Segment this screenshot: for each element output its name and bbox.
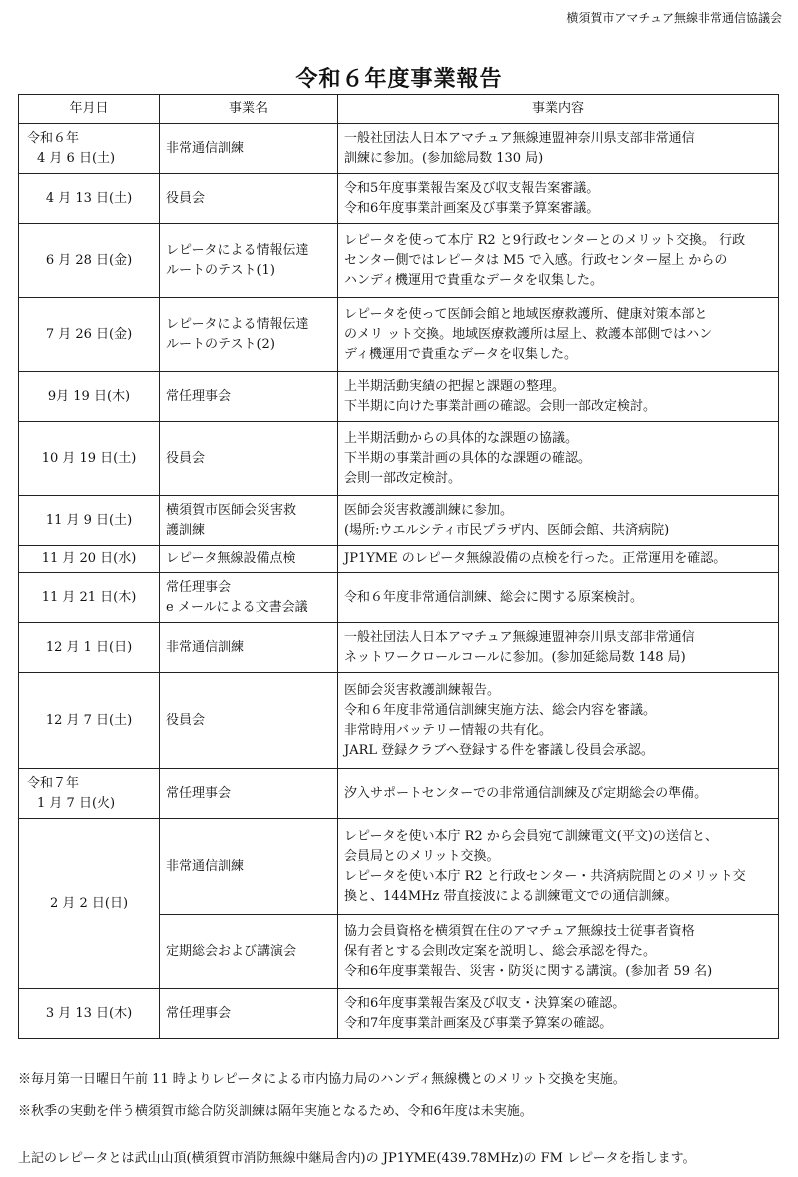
content-line: レピータを使って本庁 R2 と9行政センターとのメリット交換。 行政 — [344, 232, 746, 248]
name-cell — [160, 298, 338, 372]
date-cell — [19, 174, 160, 224]
name-cell — [160, 673, 338, 769]
date-year: 令和７年 — [27, 775, 80, 791]
note-repeater-schedule: ※毎月第一日曜日午前 11 時よりレピータによる市内協力局のハンディ無線機とのメリット交換を実施。 — [18, 1072, 626, 1087]
content-line: 一般社団法人日本アマチュア無線連盟神奈川県支部非常通信 — [344, 629, 695, 645]
content-cell — [338, 819, 779, 915]
content-line: 汐入サポートセンターでの非常通信訓練及び定期総会の準備。 — [344, 785, 708, 801]
content-line: 令和6年度事業報告案及び収支・決算案の確認。 — [344, 995, 626, 1011]
date-day: 2 月 2 日(日) — [49, 895, 129, 911]
table-row — [19, 372, 779, 422]
content-cell — [338, 673, 779, 769]
date-cell — [19, 496, 160, 546]
content-line: 上半期活動実績の把握と課題の整理。 — [344, 378, 566, 394]
content-line: 一般社団法人日本アマチュア無線連盟神奈川県支部非常通信 — [344, 130, 695, 146]
event-name: 非常通信訓練 — [166, 639, 245, 655]
content-cell — [338, 124, 779, 174]
event-name: ルートのテスト(2) — [166, 336, 275, 352]
content-line: 保有者とする会則改定案を説明し、総会承認を得た。 — [344, 943, 657, 959]
content-line: 令和5年度事業報告案及び収支報告案審議。 — [344, 180, 600, 196]
name-cell — [160, 573, 338, 623]
name-cell — [160, 422, 338, 496]
content-cell — [338, 989, 779, 1039]
date-day: 1 月 7 日(火) — [37, 795, 116, 811]
date-day: 10 月 19 日(土) — [41, 450, 137, 466]
content-line: ディ機運用で貴重なデータを収集した。 — [344, 346, 577, 362]
name-cell — [160, 124, 338, 174]
date-cell — [19, 372, 160, 422]
report-table — [18, 94, 779, 1039]
event-name: 役員会 — [166, 712, 206, 728]
name-cell — [160, 546, 338, 573]
content-line: 令和7年度事業計画案及び事業予算案の確認。 — [344, 1015, 613, 1031]
content-line: 協力会員資格を横須賀在住のアマチュア無線技士従事者資格 — [344, 923, 695, 939]
content-cell — [338, 496, 779, 546]
table-row — [19, 989, 779, 1039]
date-cell — [19, 298, 160, 372]
event-name: 定期総会および講演会 — [166, 943, 297, 959]
content-line: 訓練に参加。(参加総局数 130 局) — [344, 150, 544, 166]
content-line: 令和６年度非常通信訓練実施方法、総会内容を審議。 — [344, 702, 657, 718]
table-row — [19, 298, 779, 372]
date-day: 11 月 9 日(土) — [45, 512, 133, 528]
content-line: 下半期に向けた事業計画の確認。会則一部改定検討。 — [344, 398, 657, 414]
event-name: ルートのテスト(1) — [166, 262, 275, 278]
event-name: 常任理事会 — [166, 785, 232, 801]
date-day: 6 月 28 日(金) — [45, 252, 133, 268]
date-cell — [19, 769, 160, 819]
event-name: 常任理事会 — [166, 579, 232, 595]
table-row — [19, 673, 779, 769]
content-line: 会則一部改定検討。 — [344, 470, 462, 486]
content-line: 医師会災害救護訓練報告。 — [344, 682, 501, 698]
event-name: 役員会 — [166, 450, 206, 466]
name-cell — [160, 915, 338, 989]
table-row — [19, 124, 779, 174]
content-line: レピータを使って医師会館と地域医療救護所、健康対策本部と — [344, 306, 708, 322]
table-row — [19, 819, 779, 915]
name-cell — [160, 819, 338, 915]
table-row — [19, 422, 779, 496]
content-cell — [338, 769, 779, 819]
content-line: レピータを使い本庁 R2 と行政センター・共済病院間とのメリット交 — [344, 868, 746, 884]
note-disaster-drill: ※秋季の実動を伴う横須賀市総合防災訓練は隔年実施となるため、令和6年度は未実施。 — [18, 1104, 533, 1119]
date-day: 12 月 7 日(土) — [45, 712, 133, 728]
date-day: 11 月 21 日(木) — [41, 589, 137, 605]
name-cell — [160, 372, 338, 422]
date-day: 4 月 13 日(土) — [45, 190, 133, 206]
content-line: 換と、144MHz 帯直接波による訓練電文での通信訓練。 — [344, 888, 678, 904]
date-cell — [19, 819, 160, 989]
column-header-content: 事業内容 — [338, 95, 779, 124]
date-day: 12 月 1 日(日) — [45, 639, 133, 655]
date-cell — [19, 546, 160, 573]
event-name: 常任理事会 — [166, 1005, 232, 1021]
name-cell — [160, 496, 338, 546]
content-line: 令和6年度事業報告、災害・防災に関する講演。(参加者 59 名) — [344, 963, 713, 979]
table-row — [19, 496, 779, 546]
name-cell — [160, 769, 338, 819]
name-cell — [160, 224, 338, 298]
content-line: レピータを使い本庁 R2 から会員宛て訓練電文(平文)の送信と、 — [344, 828, 718, 844]
content-line: 令和6年度事業計画案及び事業予算案審議。 — [344, 200, 600, 216]
date-cell — [19, 673, 160, 769]
note-repeater-location: 上記のレピータとは武山山頂(横須賀市消防無線中継局舎内)の JP1YME(439.78MHz)の FM レピータを指します。 — [18, 1151, 696, 1166]
date-day: 3 月 13 日(木) — [45, 1005, 133, 1021]
content-cell — [338, 174, 779, 224]
content-cell — [338, 422, 779, 496]
content-line: JARL 登録クラブへ登録する件を審議し役員会承認。 — [344, 742, 654, 758]
table-row — [19, 224, 779, 298]
table-row — [19, 174, 779, 224]
content-cell — [338, 573, 779, 623]
event-name: 非常通信訓練 — [166, 140, 245, 156]
content-line: センター側ではレピータは M5 で入感。行政センター屋上 からの — [344, 252, 728, 268]
name-cell — [160, 989, 338, 1039]
content-line: 下半期の事業計画の具体的な課題の確認。 — [344, 450, 592, 466]
event-name: 常任理事会 — [166, 388, 232, 404]
table-row — [19, 546, 779, 573]
content-cell — [338, 623, 779, 673]
event-name: 非常通信訓練 — [166, 858, 245, 874]
event-name: 横須賀市医師会災害救 — [166, 502, 297, 518]
content-line: 上半期活動からの具体的な課題の協議。 — [344, 430, 579, 446]
content-line: ネットワークロールコールに参加。(参加延総局数 148 局) — [344, 649, 686, 665]
content-line: 非常時用バッテリー情報の共有化。 — [344, 722, 553, 738]
content-cell — [338, 298, 779, 372]
content-cell — [338, 224, 779, 298]
event-name: 護訓練 — [166, 522, 206, 538]
date-day: 4 月 6 日(土) — [37, 150, 116, 166]
date-cell — [19, 124, 160, 174]
content-cell — [338, 915, 779, 989]
event-name: e メールによる文書会議 — [166, 599, 308, 615]
name-cell — [160, 623, 338, 673]
date-day: 11 月 20 日(水) — [41, 551, 137, 566]
content-line: JP1YME のレピータ無線設備の点検を行った。正常運用を確認。 — [344, 551, 727, 566]
page-title: 令和６年度事業報告 — [295, 66, 503, 92]
date-cell — [19, 573, 160, 623]
name-cell — [160, 174, 338, 224]
content-cell — [338, 546, 779, 573]
column-header-date: 年月日 — [19, 95, 160, 124]
table-header-row — [19, 95, 779, 124]
table-row — [19, 623, 779, 673]
event-name: レピータ無線設備点検 — [166, 551, 296, 566]
table-row — [19, 769, 779, 819]
content-line: (場所:ウエルシティ市民プラザ内、医師会館、共済病院) — [344, 522, 670, 538]
table-row — [19, 573, 779, 623]
date-cell — [19, 989, 160, 1039]
content-line: のメリ ット交換。地域医療救護所は屋上、救護本部側ではハン — [344, 326, 713, 342]
content-line: 医師会災害救護訓練に参加。 — [344, 502, 514, 518]
date-cell — [19, 422, 160, 496]
content-line: 会員局とのメリット交換。 — [344, 848, 500, 864]
date-cell — [19, 224, 160, 298]
content-line: 令和６年度非常通信訓練、総会に関する原案検討。 — [344, 589, 644, 605]
date-cell — [19, 623, 160, 673]
date-day: 7 月 26 日(金) — [45, 326, 133, 342]
organization-name: 横須賀市アマチュア無線非常通信協議会 — [566, 11, 782, 25]
content-line: ハンディ機運用で貴重なデータを収集した。 — [344, 272, 603, 288]
event-name: レピータによる情報伝達 — [166, 242, 309, 258]
event-name: レピータによる情報伝達 — [166, 316, 309, 332]
content-cell — [338, 372, 779, 422]
event-name: 役員会 — [166, 190, 206, 206]
column-header-name: 事業名 — [160, 95, 338, 124]
date-day: 9月 19 日(木) — [47, 388, 131, 404]
date-year: 令和６年 — [27, 130, 80, 146]
